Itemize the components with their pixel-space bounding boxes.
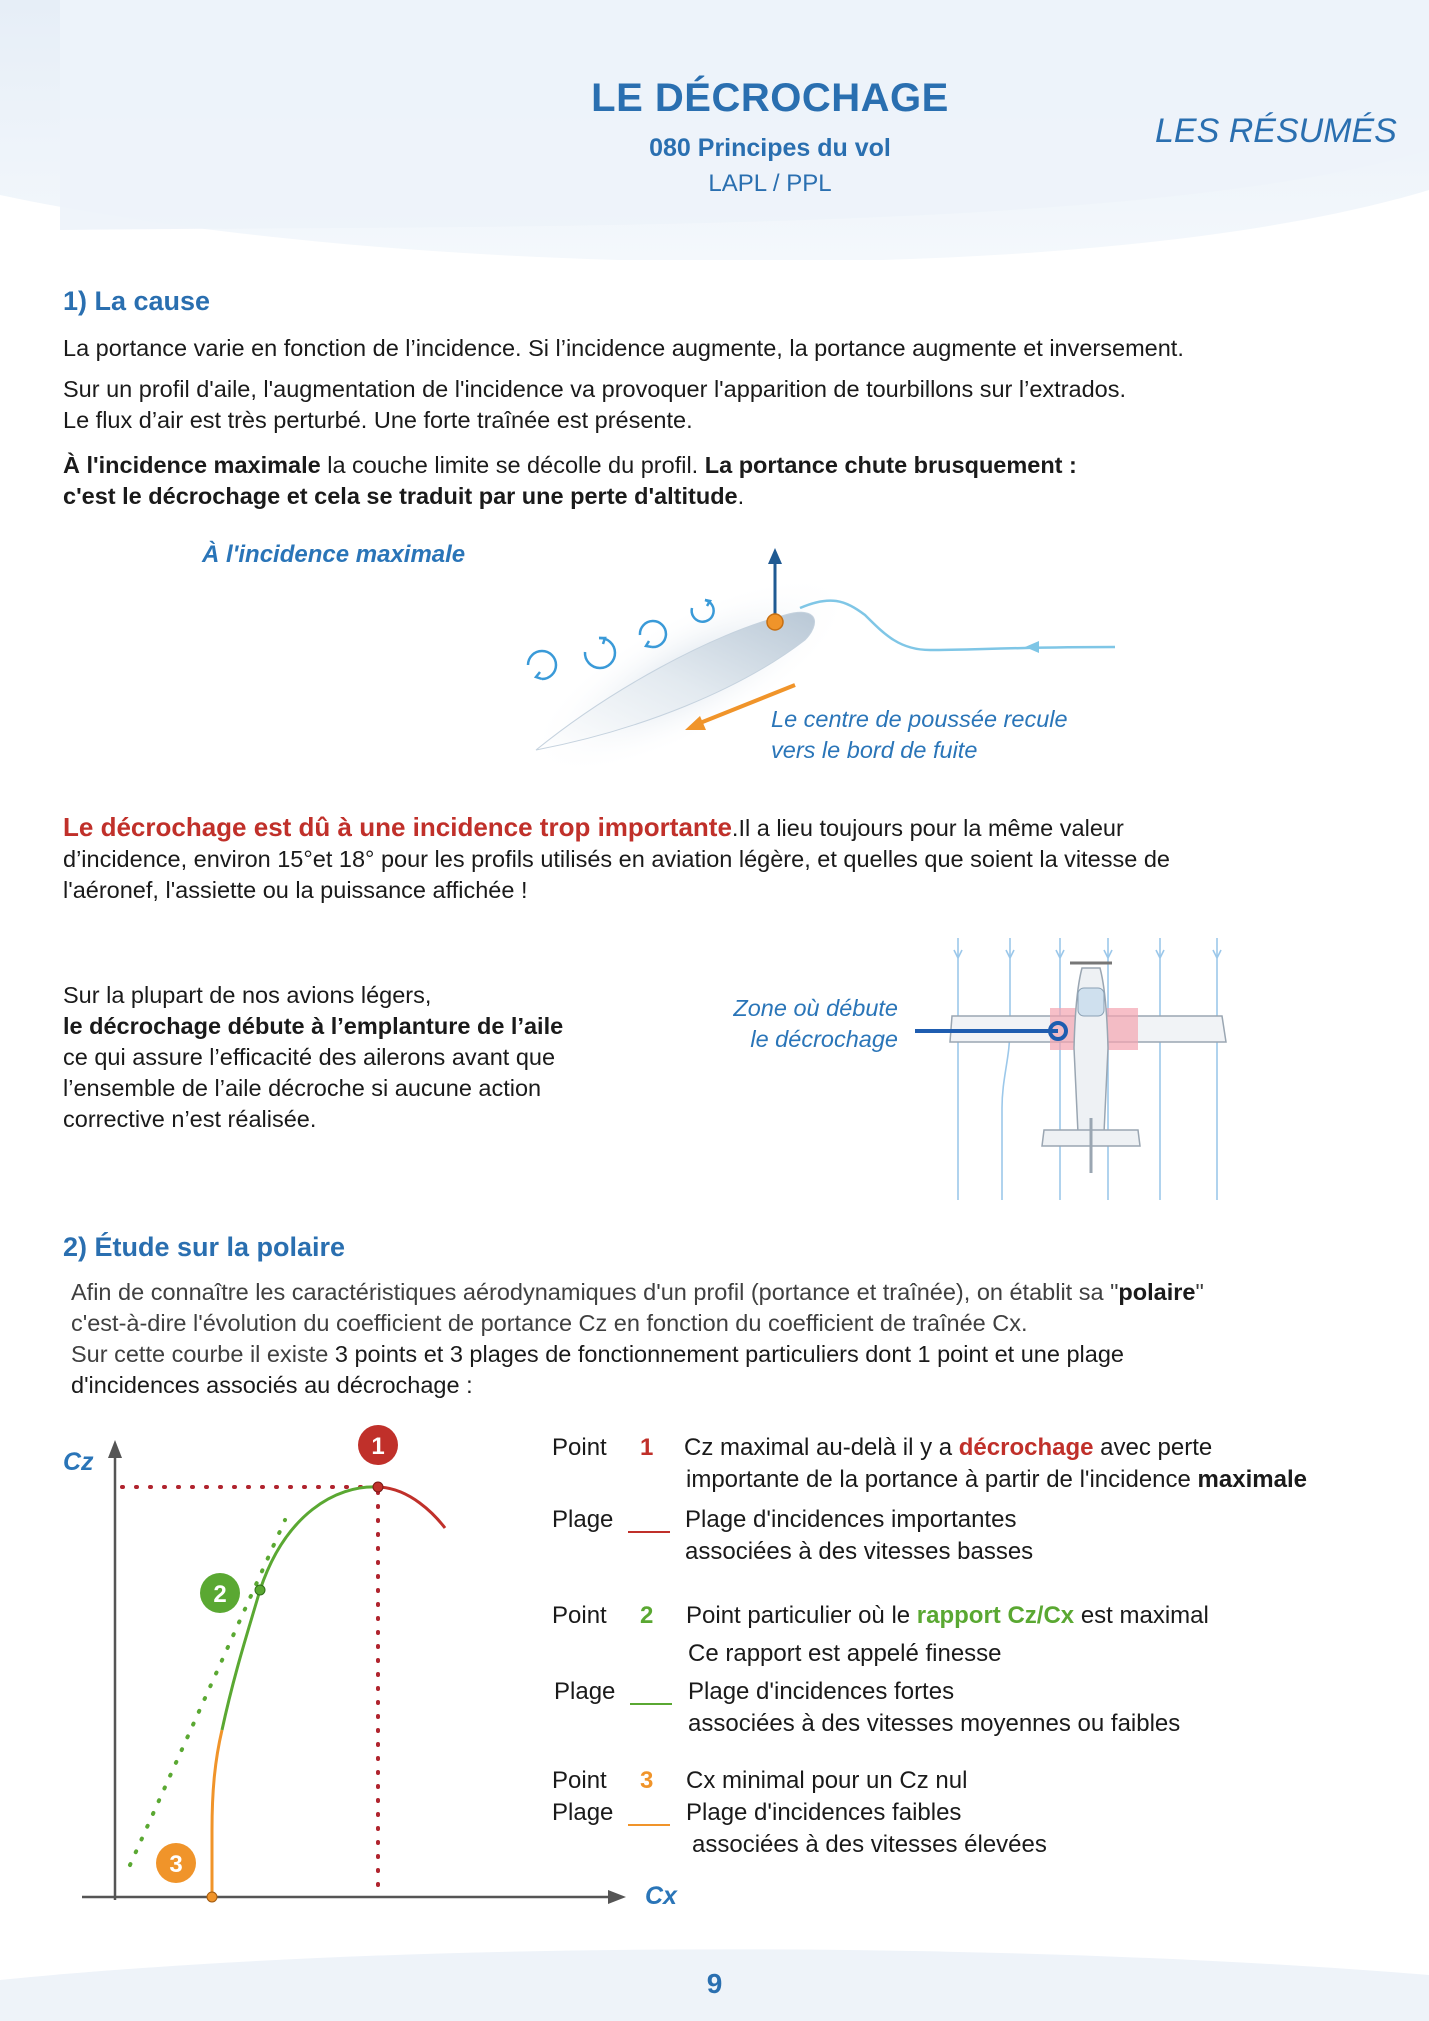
text: Sur cette courbe il existe: [71, 1341, 335, 1367]
figure1-title: À l'incidence maximale: [202, 541, 466, 568]
paragraph-line: Le flux d’air est très perturbé. Une forte traînée est présente.: [63, 407, 693, 433]
paragraph-line: l’ensemble de l’aile décroche si aucune action: [63, 1075, 542, 1101]
legend-point-1-line2: [686, 1464, 1307, 1496]
figure1-caption: [771, 704, 1068, 766]
finesse-tangent: [130, 1520, 285, 1865]
stall-word: décrochage: [958, 1434, 1094, 1461]
bold-text: À l'incidence maximale: [63, 452, 321, 478]
bold-text: polaire: [1118, 1279, 1196, 1305]
plage-word: Plage: [552, 1799, 614, 1826]
document-level: LAPL / PPL: [708, 170, 832, 197]
legend-point-3: [552, 1765, 967, 1797]
marker-2: [200, 1573, 240, 1613]
plage-word: Plage: [552, 1506, 614, 1533]
range-2-swatch: [630, 1703, 672, 1705]
text: .: [737, 483, 745, 509]
text: Cz maximal au-delà il y a: [684, 1434, 959, 1461]
paragraph-root-stall: [63, 980, 563, 1135]
legend-range-3: [552, 1797, 613, 1829]
legend-range-2: [554, 1676, 615, 1708]
paragraph-line: Sur la plupart de nos avions légers,: [63, 982, 432, 1008]
legend-point-1: [552, 1432, 1212, 1464]
text: Afin de connaître les caractéristiques aérodynamiques d'un profil (portance et traînée), on établit sa ": [71, 1279, 1119, 1305]
marker-3: [156, 1843, 196, 1883]
paragraph-line: Sur un profil d'aile, l'augmentation de l'incidence va provoquer l'apparition de tourbillons sur l’extrados.: [63, 376, 1127, 402]
curve-stall: [378, 1487, 445, 1528]
y-axis-label: Cz: [63, 1448, 94, 1476]
text: est maximal: [1074, 1602, 1209, 1629]
ratio-highlight: rapport Cz/Cx: [916, 1602, 1075, 1629]
section-heading-polar: 2) Étude sur la polaire: [63, 1232, 346, 1262]
marker-3-label: 3: [169, 1851, 183, 1878]
legend-point-2: [552, 1600, 1209, 1632]
figure2-caption: [660, 993, 898, 1055]
point-word: Point: [552, 1434, 607, 1461]
paragraph-line: d’incidence, environ 15°et 18° pour les profils utilisés en aviation légère, et quelles que soient la vitesse de: [63, 846, 1170, 872]
text: ": [1195, 1279, 1204, 1305]
paragraph-vortex: [63, 374, 1126, 436]
legend-range-2-text: [688, 1676, 1180, 1740]
paragraph-line: le décrochage débute à l’emplanture de l’aile: [63, 1013, 564, 1039]
text: Plage d'incidences importantes: [685, 1506, 1017, 1533]
curve-low-incidence: [212, 1730, 222, 1897]
legend-range-3-text: Plage d'incidences faibles: [686, 1799, 962, 1826]
paragraph-polar-intro: [71, 1277, 1391, 1401]
x-axis-label: Cx: [645, 1882, 677, 1910]
text: Plage d'incidences fortes: [688, 1678, 955, 1705]
plage-word: Plage: [554, 1678, 616, 1705]
point-3-dot: [207, 1892, 217, 1902]
marker-2-label: 2: [213, 1581, 227, 1608]
section-heading-cause: 1) La cause: [63, 286, 211, 316]
point-number: 2: [640, 1602, 654, 1629]
text: 3 points et 3 plages de fonctionnement particuliers dont 1 point et une plage: [334, 1341, 1124, 1367]
range-3-swatch: [628, 1824, 670, 1826]
legend-point-2-line2: Ce rapport est appelé finesse: [688, 1640, 1002, 1667]
text: Point particulier où le: [686, 1602, 917, 1629]
bold-text: c'est le décrochage et cela se traduit par une perte d'altitude: [63, 483, 738, 509]
text: Cx minimal pour un Cz nul: [686, 1767, 968, 1794]
point-word: Point: [552, 1767, 607, 1794]
caption-line: le décrochage: [750, 1026, 898, 1052]
airplane-top-view-diagram: [910, 938, 1230, 1200]
bold-text: maximale: [1197, 1466, 1307, 1493]
marker-1-label: 1: [371, 1433, 385, 1460]
text: associées à des vitesses moyennes ou faibles: [688, 1710, 1181, 1737]
text: importante de la portance à partir de l'incidence: [686, 1466, 1198, 1493]
point-word: Point: [552, 1602, 607, 1629]
legend-range-1-text: [685, 1504, 1033, 1568]
page-number: 9: [706, 1968, 723, 1999]
caption-line: Zone où débute: [733, 995, 898, 1021]
paragraph-lift: La portance varie en fonction de l’incidence. Si l’incidence augmente, la portance augmente et inversement.: [63, 335, 1184, 361]
curve-high-incidence: [260, 1487, 378, 1590]
point-1-dot: [373, 1482, 383, 1492]
document-subtitle: 080 Principes du vol: [649, 134, 891, 162]
paragraph-line: d'incidences associés au décrochage :: [71, 1372, 473, 1398]
text: la couche limite se décolle du profil.: [320, 452, 705, 478]
stall-cause-highlight: Le décrochage est dû à une incidence trop importante: [63, 812, 732, 842]
paragraph-line: c'est-à-dire l'évolution du coefficient de portance Cz en fonction du coefficient de traînée Cx.: [71, 1310, 1028, 1336]
series-label: LES RÉSUMÉS: [1155, 112, 1397, 150]
polar-curve-chart: [60, 1420, 660, 1920]
legend-range-3-text-line2: associées à des vitesses élevées: [692, 1831, 1047, 1858]
paragraph-line: l'aéronef, l'assiette ou la puissance affichée !: [63, 877, 528, 903]
document-title: LE DÉCROCHAGE: [591, 76, 949, 120]
paragraph-stall: [63, 450, 1077, 512]
point-number: 3: [640, 1767, 654, 1794]
paragraph-stall-cause: [63, 812, 1383, 906]
text: avec perte: [1093, 1434, 1213, 1461]
marker-1: [358, 1425, 398, 1465]
caption-line: Le centre de poussée recule: [771, 706, 1068, 732]
range-1-swatch: [628, 1531, 670, 1533]
bold-text: La portance chute brusquement :: [704, 452, 1077, 478]
legend-range-1: [552, 1504, 613, 1536]
text: associées à des vitesses basses: [685, 1538, 1034, 1565]
text: .Il a lieu toujours pour la même valeur: [731, 815, 1124, 841]
point-2-dot: [255, 1585, 265, 1595]
point-number: 1: [640, 1434, 654, 1461]
caption-line: vers le bord de fuite: [771, 737, 978, 763]
paragraph-line: corrective n’est réalisée.: [63, 1106, 317, 1132]
paragraph-line: ce qui assure l’efficacité des ailerons avant que: [63, 1044, 556, 1070]
